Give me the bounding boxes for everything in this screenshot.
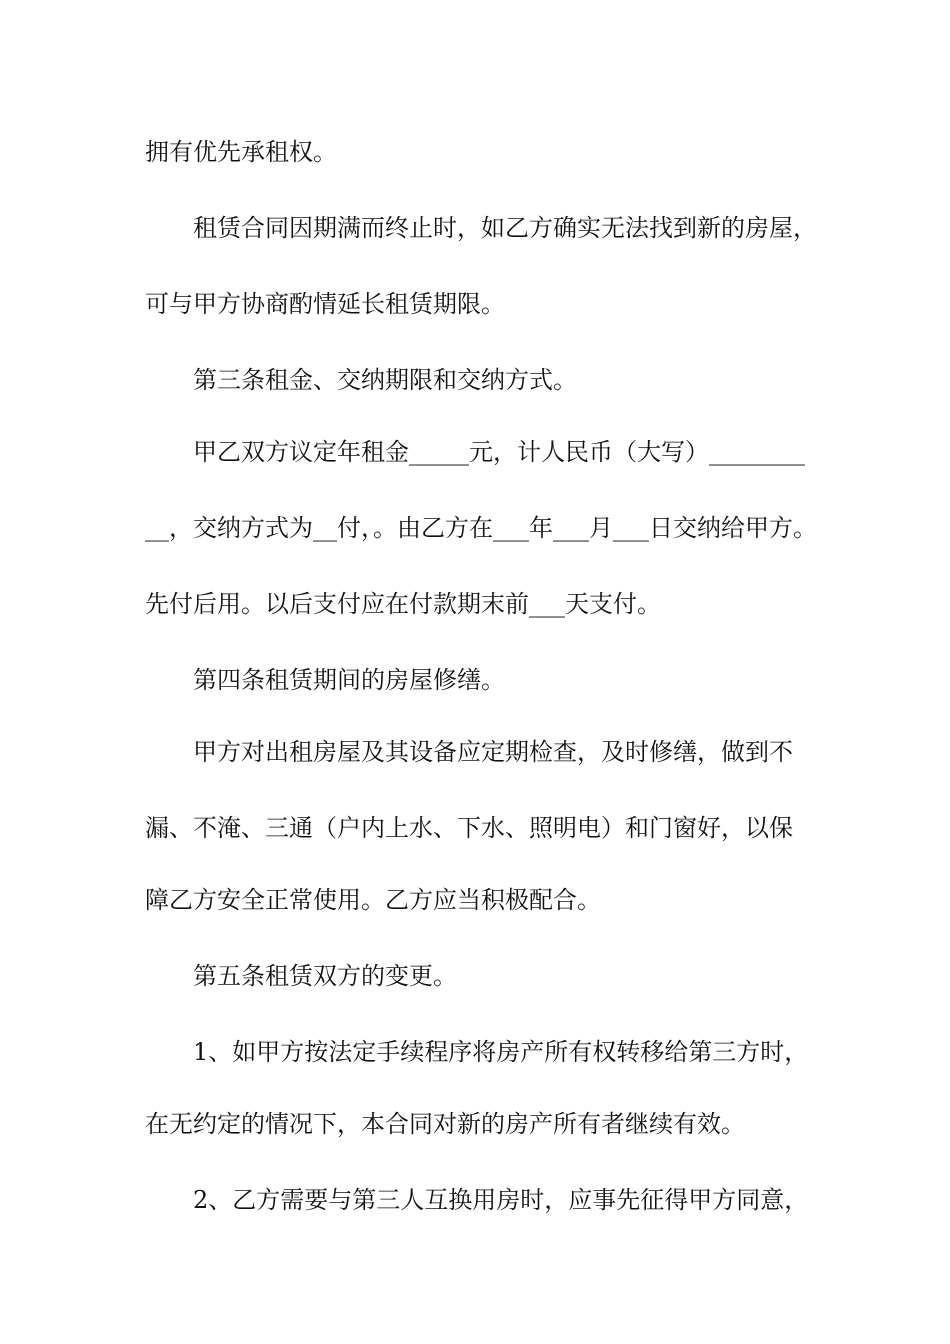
text-line: 障乙方安全正常使用。乙方应当积极配合。: [145, 886, 601, 914]
text-line: 甲乙双方议定年租金_____元，计人民币（大写）________: [193, 438, 805, 466]
text-line: 甲方对出租房屋及其设备应定期检查，及时修缮，做到不: [193, 738, 793, 766]
text-line: 先付后用。以后支付应在付款期末前___天支付。: [145, 590, 661, 618]
text-line: 1、如甲方按法定手续程序将房产所有权转移给第三方时，: [193, 1038, 809, 1066]
text-line: 在无约定的情况下，本合同对新的房产所有者继续有效。: [145, 1110, 745, 1138]
section-heading: 第五条租赁双方的变更。: [193, 962, 457, 990]
section-heading: 第四条租赁期间的房屋修缮。: [193, 666, 505, 694]
text-line: 漏、不淹、三通（户内上水、下水、照明电）和门窗好，以保: [145, 814, 793, 842]
section-heading: 第三条租金、交纳期限和交纳方式。: [193, 366, 577, 394]
text-line: 可与甲方协商酌情延长租赁期限。: [145, 290, 505, 318]
text-line: 2、乙方需要与第三人互换用房时，应事先征得甲方同意，: [193, 1186, 809, 1214]
text-line: __，交纳方式为__付，。由乙方在___年___月___日交纳给甲方。: [145, 514, 817, 542]
text-line: 拥有优先承租权。: [145, 138, 337, 166]
text-line: 租赁合同因期满而终止时，如乙方确实无法找到新的房屋，: [193, 214, 817, 242]
